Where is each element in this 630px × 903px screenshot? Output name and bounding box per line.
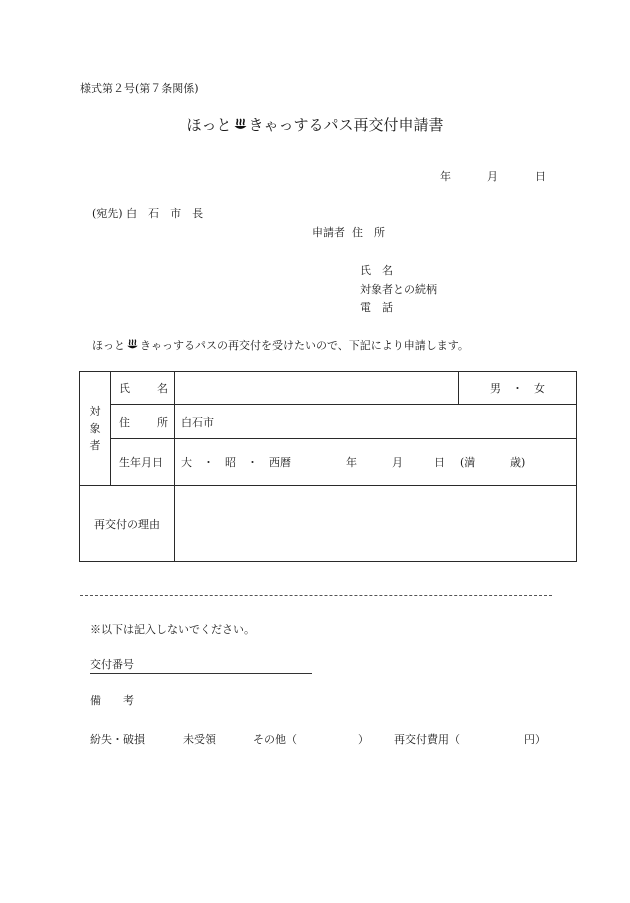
subject-address-field[interactable]: 白石市 xyxy=(175,405,577,439)
addressee: (宛先) 白 石 市 長 xyxy=(92,207,204,220)
date-month-label: 月 xyxy=(487,170,498,183)
applicant-name-label: 氏 名 xyxy=(360,264,393,277)
title-suffix: きゃっするパス再交付申請書 xyxy=(248,116,444,134)
hot-spring-icon xyxy=(126,338,139,354)
era-options[interactable]: 大 ・ 昭 ・ 西暦 xyxy=(181,456,291,469)
reissue-fee-close: 円） xyxy=(524,733,546,746)
reason-label: 再交付の理由 xyxy=(80,486,175,562)
intro-suffix: きゃっするパスの再交付を受けたいので、下記により申請します。 xyxy=(140,339,469,352)
gender-field[interactable]: 男 ・ 女 xyxy=(459,372,577,405)
age-close-label: 歳) xyxy=(510,456,526,469)
age-open-label: (満 xyxy=(460,456,476,469)
birthdate-label: 生年月日 xyxy=(111,439,175,486)
name-label-char: 名 xyxy=(157,382,168,395)
other-option-open: その他（ xyxy=(253,733,297,746)
dashed-divider xyxy=(80,595,552,596)
reason-field[interactable] xyxy=(175,486,577,562)
lost-damaged-option: 紛失・破損 xyxy=(90,733,145,746)
form-number: 様式第２号(第７条関係) xyxy=(80,82,199,95)
applicant-address-label: 住 所 xyxy=(352,226,385,239)
subject-table xyxy=(79,371,577,562)
subject-char: 者 xyxy=(89,439,101,453)
other-option-close: ） xyxy=(358,733,369,746)
title-prefix: ほっと xyxy=(186,116,232,134)
not-received-option: 未受領 xyxy=(183,733,216,746)
applicant-label xyxy=(312,224,385,240)
applicant-phone-label: 電 話 xyxy=(360,301,393,314)
office-use-note: ※以下は記入しないでください。 xyxy=(90,623,255,636)
subject-char: 象 xyxy=(89,421,101,435)
birth-day-label: 日 xyxy=(434,456,445,469)
address-label-cell xyxy=(111,405,175,439)
birthdate-field[interactable] xyxy=(175,439,577,486)
hot-spring-icon xyxy=(233,117,248,136)
date-year-label: 年 xyxy=(440,170,451,183)
intro-prefix: ほっと xyxy=(92,339,125,352)
name-label-char: 氏 xyxy=(119,382,130,395)
document-title xyxy=(0,114,630,136)
intro-text xyxy=(92,337,469,354)
reissue-fee-open: 再交付費用（ xyxy=(394,733,460,746)
date-day-label: 日 xyxy=(535,170,546,183)
subject-char: 対 xyxy=(89,404,101,418)
birth-month-label: 月 xyxy=(392,456,403,469)
name-label-cell xyxy=(111,372,175,405)
applicant-relation-label: 対象者との続柄 xyxy=(360,283,437,296)
subject-label-cell xyxy=(80,372,111,486)
birth-year-label: 年 xyxy=(346,456,357,469)
applicant-title: 申請者 xyxy=(312,226,345,239)
subject-name-field[interactable] xyxy=(175,372,459,405)
address-label-char: 所 xyxy=(157,415,168,429)
issue-number-label: 交付番号 xyxy=(90,656,312,674)
address-label-char: 住 xyxy=(119,415,130,429)
remarks-label: 備 考 xyxy=(90,694,134,707)
